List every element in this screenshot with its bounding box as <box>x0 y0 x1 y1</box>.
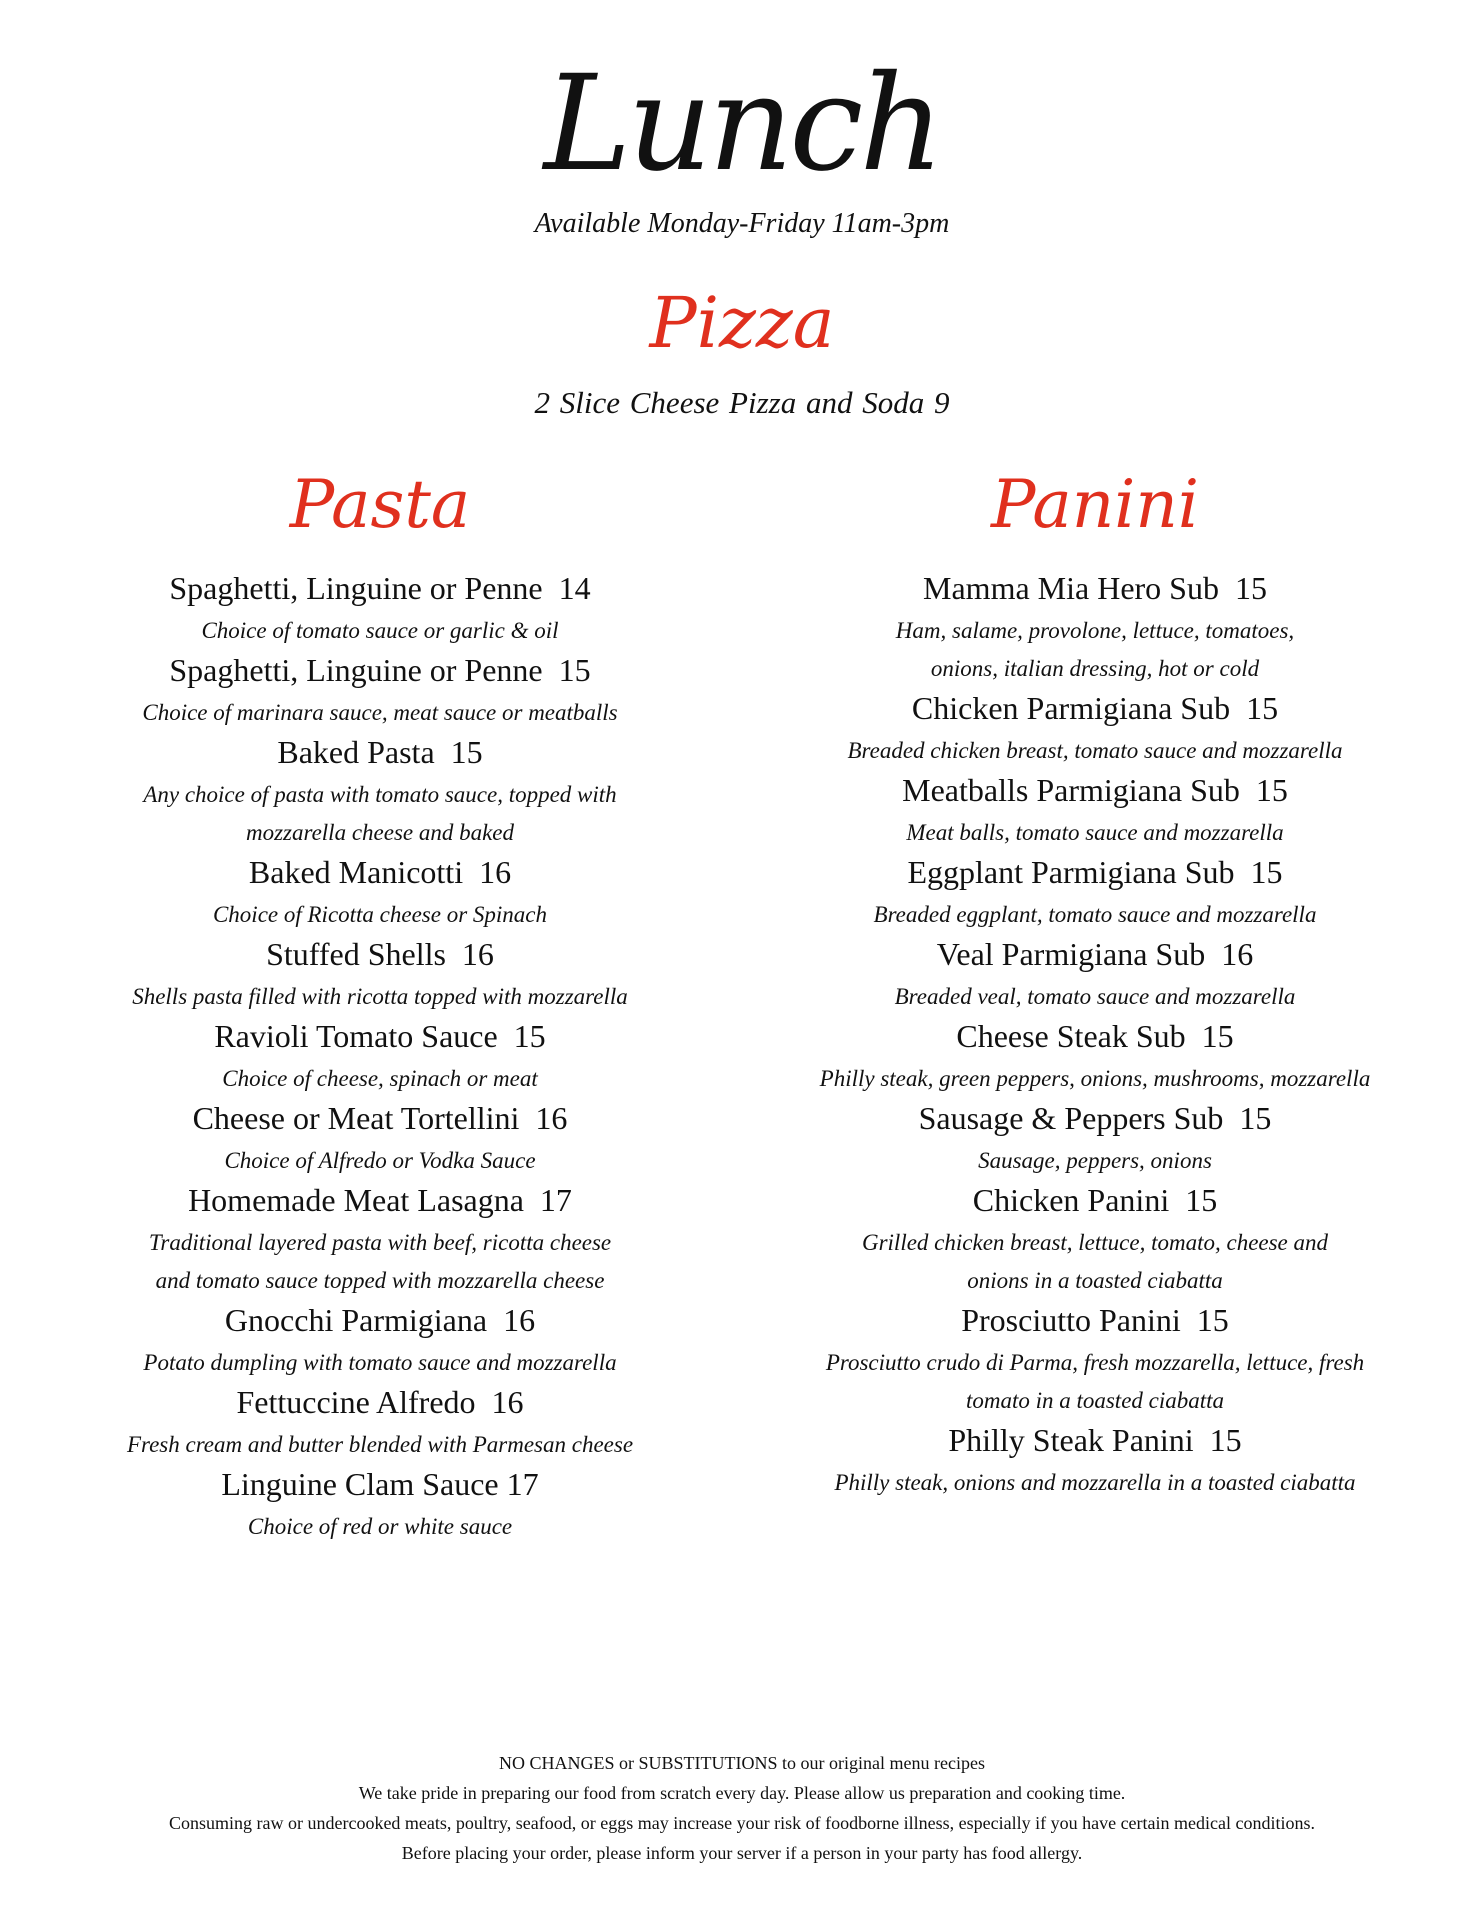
menu-item-description: Grilled chicken breast, lettuce, tomato, cheese and onions in a toasted ciabatta <box>861 1230 1329 1293</box>
menu-item-description: Any choice of pasta with tomato sauce, topped with mozzarella cheese and baked <box>143 782 617 845</box>
menu-item-description: Philly steak, onions and mozzarella in a toasted ciabatta <box>834 1470 1356 1495</box>
menu-item <box>85 568 675 650</box>
menu-item-description: Choice of tomato sauce or garlic & oil <box>201 618 559 643</box>
menu-item-description: Philly steak, green peppers, onions, mushrooms, mozzarella <box>819 1066 1371 1091</box>
menu-item-name: Prosciutto Panini 15 <box>961 1302 1229 1338</box>
footer-line: NO CHANGES or SUBSTITUTIONS to our original menu recipes <box>499 1753 985 1773</box>
menu-item <box>785 934 1405 1016</box>
footer-line: We take pride in preparing our food from scratch every day. Please allow us preparation and cooking time. <box>358 1783 1126 1803</box>
menu-item-description: Traditional layered pasta with beef, ricotta cheese and tomato sauce topped with mozzarella cheese <box>148 1230 612 1293</box>
menu-item <box>85 852 675 934</box>
menu-item <box>785 1180 1405 1300</box>
pasta-list <box>85 568 675 1546</box>
menu-item <box>785 688 1405 770</box>
menu-item <box>85 934 675 1016</box>
menu-item-description: Shells pasta filled with ricotta topped with mozzarella <box>132 984 628 1009</box>
menu-item-name: Linguine Clam Sauce 17 <box>221 1466 539 1502</box>
menu-item-name: Spaghetti, Linguine or Penne 15 <box>169 652 591 688</box>
menu-item-name: Gnocchi Parmigiana 16 <box>224 1302 536 1338</box>
menu-item <box>785 852 1405 934</box>
menu-item-name: Baked Manicotti 16 <box>248 854 512 890</box>
menu-item-name: Chicken Parmigiana Sub 15 <box>911 690 1279 726</box>
pizza-item: 2 Slice Cheese Pizza and Soda 9 <box>534 385 950 420</box>
menu-item-name: Eggplant Parmigiana Sub 15 <box>907 854 1283 890</box>
footer-line: Consuming raw or undercooked meats, poultry, seafood, or eggs may increase your risk of foodborne illness, especially if you have certain medical conditions. <box>168 1813 1315 1833</box>
menu-item-name: Sausage & Peppers Sub 15 <box>918 1100 1272 1136</box>
menu-item-description: Choice of red or white sauce <box>247 1514 513 1539</box>
menu-item <box>85 1098 675 1180</box>
hours-text: Available Monday-Friday 11am-3pm <box>534 208 950 239</box>
pizza-section-title: Pizza <box>649 282 835 364</box>
menu-item <box>85 1180 675 1300</box>
menu-item-name: Meatballs Parmigiana Sub 15 <box>902 772 1288 808</box>
menu-item-description: Meat balls, tomato sauce and mozzarella <box>906 820 1284 845</box>
menu-item <box>85 650 675 732</box>
menu-item <box>85 732 675 852</box>
menu-item <box>785 1420 1405 1502</box>
menu-item-name: Homemade Meat Lasagna 17 <box>188 1182 572 1218</box>
menu-item <box>785 1300 1405 1420</box>
panini-section-title: Panini <box>990 466 1200 543</box>
pasta-section-title: Pasta <box>289 466 471 543</box>
menu-item-name: Cheese or Meat Tortellini 16 <box>192 1100 568 1136</box>
menu-item <box>785 1098 1405 1180</box>
menu-item-name: Cheese Steak Sub 15 <box>956 1018 1234 1054</box>
menu-item-name: Veal Parmigiana Sub 16 <box>936 936 1254 972</box>
menu-item-description: Prosciutto crudo di Parma, fresh mozzarella, lettuce, fresh tomato in a toasted ciabatta <box>825 1350 1365 1413</box>
menu-item-name: Chicken Panini 15 <box>972 1182 1218 1218</box>
panini-list <box>785 568 1405 1502</box>
footer-line: Before placing your order, please inform your server if a person in your party has food allergy. <box>401 1843 1083 1863</box>
menu-item-description: Sausage, peppers, onions <box>978 1148 1212 1173</box>
footer-notice <box>0 1748 1484 1868</box>
menu-item-description: Choice of cheese, spinach or meat <box>222 1066 538 1091</box>
menu-item-description: Breaded chicken breast, tomato sauce and mozzarella <box>847 738 1343 763</box>
menu-item <box>785 568 1405 688</box>
menu-item <box>785 1016 1405 1098</box>
menu-item-description: Breaded veal, tomato sauce and mozzarella <box>894 984 1296 1009</box>
menu-item-description: Choice of Ricotta cheese or Spinach <box>212 902 548 927</box>
menu-item-name: Ravioli Tomato Sauce 15 <box>214 1018 546 1054</box>
menu-item-description: Choice of Alfredo or Vodka Sauce <box>224 1148 536 1173</box>
menu-item-name: Stuffed Shells 16 <box>266 936 494 972</box>
menu-item-description: Potato dumpling with tomato sauce and mozzarella <box>143 1350 617 1375</box>
menu-item <box>85 1382 675 1464</box>
menu-item-description: Choice of marinara sauce, meat sauce or meatballs <box>142 700 618 725</box>
menu-item-name: Spaghetti, Linguine or Penne 14 <box>169 570 591 606</box>
menu-item-description: Ham, salame, provolone, lettuce, tomatoes, onions, italian dressing, hot or cold <box>895 618 1295 681</box>
menu-item-description: Fresh cream and butter blended with Parmesan cheese <box>126 1432 634 1457</box>
menu-item-name: Baked Pasta 15 <box>277 734 483 770</box>
menu-item <box>85 1464 675 1546</box>
menu-item-name: Fettuccine Alfredo 16 <box>236 1384 524 1420</box>
menu-item <box>85 1016 675 1098</box>
menu-item <box>85 1300 675 1382</box>
menu-item-name: Mamma Mia Hero Sub 15 <box>923 570 1267 606</box>
menu-item-name: Philly Steak Panini 15 <box>948 1422 1242 1458</box>
menu-item <box>785 770 1405 852</box>
menu-title: Lunch <box>543 47 941 201</box>
menu-item-description: Breaded eggplant, tomato sauce and mozzarella <box>873 902 1317 927</box>
